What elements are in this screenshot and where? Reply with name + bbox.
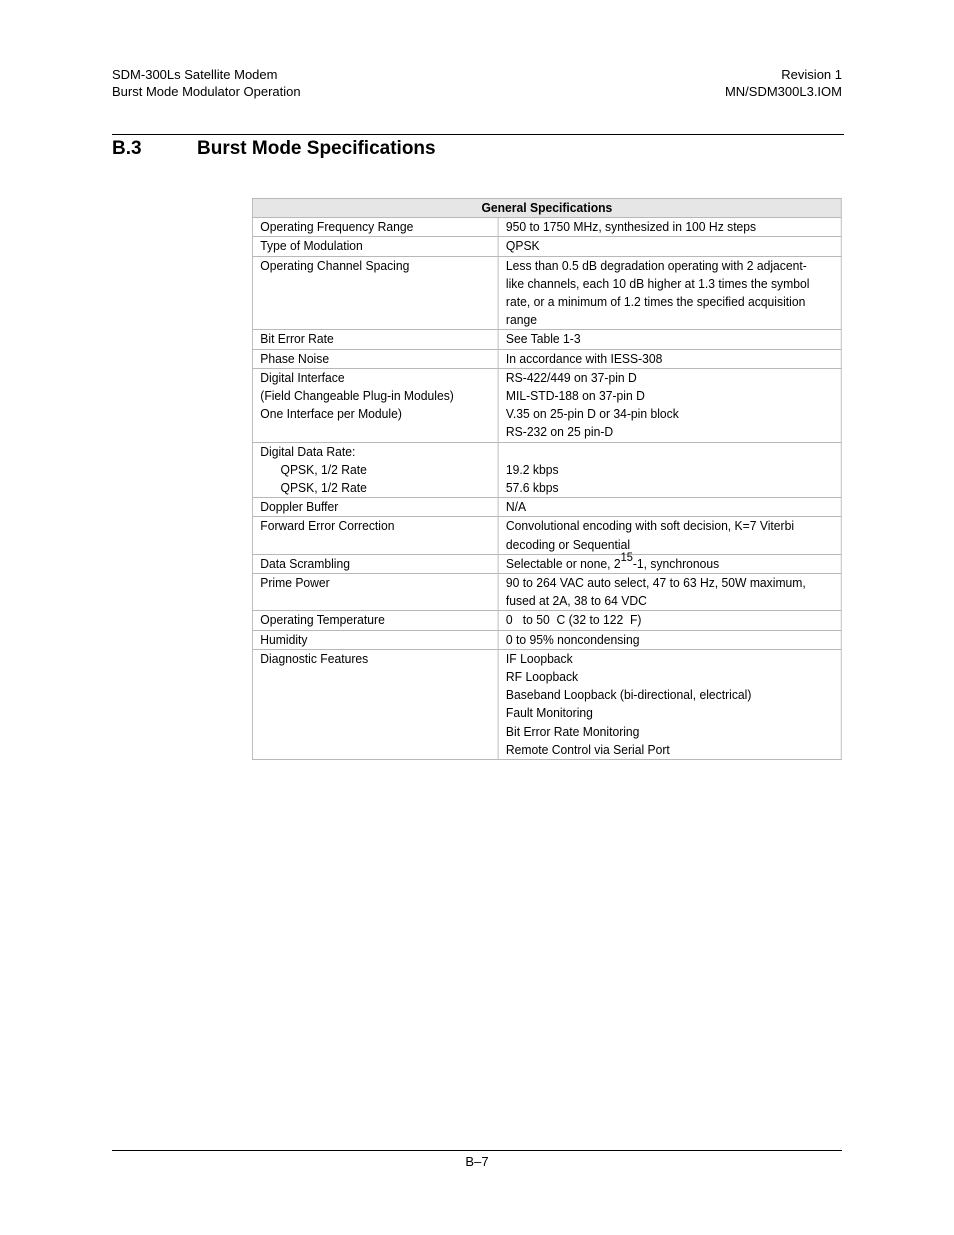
table-row (252, 349, 841, 368)
spec-name-text: Forward Error Correction (260, 518, 395, 534)
spec-value-text: RS-232 on 25 pin-D (505, 424, 614, 440)
scrambling-exponent: 15 (620, 550, 633, 565)
spec-value (498, 498, 841, 517)
spec-value-text: fused at 2A, 38 to 64 VDC (505, 593, 647, 609)
table-row (252, 330, 841, 349)
spec-name-text: QPSK, 1/2 Rate (280, 461, 367, 477)
spec-value-text: IF Loopback (505, 650, 573, 666)
document-title: SDM-300Ls Satellite Modem (112, 67, 278, 82)
spec-value-text: 0 to 50 C (32 to 122 F) (505, 612, 642, 628)
spec-value-text: 90 to 264 VAC auto select, 47 to 63 Hz, 50W maximum, (505, 575, 806, 591)
running-header-left (112, 66, 301, 100)
spec-name-text: Doppler Buffer (260, 499, 339, 515)
spec-value-text: V.35 on 25-pin D or 34-pin block (505, 406, 679, 422)
section-title: Burst Mode Specifications (197, 138, 436, 159)
spec-value (498, 574, 841, 611)
spec-name (252, 368, 498, 442)
spec-name (252, 498, 498, 517)
spec-value-text: MIL-STD-188 on 37-pin D (505, 388, 645, 404)
table-row (252, 574, 841, 611)
spec-name-text: Data Scrambling (260, 555, 350, 571)
spec-value (498, 256, 841, 330)
spec-name (252, 517, 498, 554)
spec-name-text: (Field Changeable Plug-in Modules) (260, 388, 454, 404)
spec-name (252, 330, 498, 349)
spec-name-text: Digital Interface (260, 369, 345, 385)
section-heading (112, 137, 436, 161)
spec-name (252, 349, 498, 368)
table-row (252, 256, 841, 330)
spec-value-text: In accordance with IESS-308 (505, 350, 663, 366)
spec-value-text: 19.2 kbps (505, 461, 559, 477)
spec-value (498, 330, 841, 349)
spec-name (252, 611, 498, 630)
spec-value (498, 611, 841, 630)
spec-value-text: rate, or a minimum of 1.2 times the specified acquisition (505, 294, 806, 310)
spec-value-text: Baseband Loopback (bi-directional, electrical) (505, 687, 752, 703)
spec-value (498, 368, 841, 442)
table-heading: General Specifications (252, 199, 841, 218)
table-header-row (252, 199, 841, 218)
table-row (252, 218, 841, 237)
revision-label: Revision 1 (781, 67, 842, 82)
specifications-table (252, 198, 842, 760)
spec-value-text: N/A (505, 499, 527, 515)
spec-value (498, 649, 841, 759)
page-number: B–7 (465, 1154, 489, 1169)
spec-name-text: Type of Modulation (260, 238, 363, 254)
spec-name-text: Operating Temperature (260, 612, 385, 628)
spec-name-text: QPSK, 1/2 Rate (280, 480, 367, 496)
spec-name-text: Bit Error Rate (260, 331, 334, 347)
spec-value (498, 550, 841, 573)
spec-name-text: Diagnostic Features (260, 650, 369, 666)
chapter-title: Burst Mode Modulator Operation (112, 84, 301, 99)
spec-value (498, 517, 841, 554)
table-row (252, 630, 841, 649)
table-row (252, 517, 841, 554)
spec-value-text: decoding or Sequential (505, 536, 631, 552)
table-row (252, 498, 841, 517)
spec-name-text: One Interface per Module) (260, 406, 402, 422)
spec-value-text: See Table 1-3 (505, 331, 581, 347)
spec-value (498, 237, 841, 256)
spec-value (498, 442, 841, 498)
spec-value-text: RS-422/449 on 37-pin D (505, 369, 637, 385)
spec-name (252, 256, 498, 330)
table-row (252, 442, 841, 498)
spec-name (252, 442, 498, 498)
table-row (252, 611, 841, 630)
spec-value-text: Less than 0.5 dB degradation operating with 2 adjacent- (505, 257, 807, 273)
spec-name-text: Digital Data Rate: (260, 443, 356, 459)
spec-value-blank (506, 443, 834, 461)
header-divider (112, 134, 844, 135)
spec-value-text (505, 550, 834, 573)
spec-value-text: Fault Monitoring (505, 705, 593, 721)
spec-name (252, 218, 498, 237)
spec-name-text: Phase Noise (260, 350, 330, 366)
spec-value-text: Convolutional encoding with soft decision, K=7 Viterbi (505, 518, 795, 534)
spec-name-text: Prime Power (260, 575, 330, 591)
spec-value-text: Bit Error Rate Monitoring (505, 723, 640, 739)
scrambling-text-suffix: -1, synchronous (632, 555, 720, 571)
spec-value-text: range (505, 312, 537, 328)
scrambling-text: Selectable or none, 2 (505, 555, 621, 571)
spec-value-text: QPSK (505, 238, 540, 254)
running-header-right (725, 66, 842, 100)
spec-value-text: RF Loopback (505, 669, 579, 685)
spec-value-text: 57.6 kbps (505, 480, 559, 496)
document-number: MN/SDM300L3.IOM (724, 84, 842, 99)
spec-name-text: Humidity (260, 631, 308, 647)
spec-value (498, 218, 841, 237)
spec-name (252, 237, 498, 256)
spec-value (498, 630, 841, 649)
spec-value-text: 0 to 95% noncondensing (505, 631, 640, 647)
table-row (252, 368, 841, 442)
spec-name-text: Operating Channel Spacing (260, 257, 410, 273)
spec-name (252, 574, 498, 611)
table-row (252, 649, 841, 759)
spec-name (252, 630, 498, 649)
table-row (252, 554, 841, 573)
spec-name-text: Operating Frequency Range (260, 219, 414, 235)
spec-value-text: Remote Control via Serial Port (505, 741, 670, 757)
table-row (252, 237, 841, 256)
spec-name (252, 554, 498, 573)
spec-value-text: like channels, each 10 dB higher at 1.3 times the symbol (505, 275, 810, 291)
spec-value-text: 950 to 1750 MHz, synthesized in 100 Hz steps (505, 219, 757, 235)
spec-name (252, 649, 498, 759)
footer-divider (112, 1150, 842, 1151)
spec-value (498, 349, 841, 368)
section-number: B.3 (112, 138, 142, 159)
